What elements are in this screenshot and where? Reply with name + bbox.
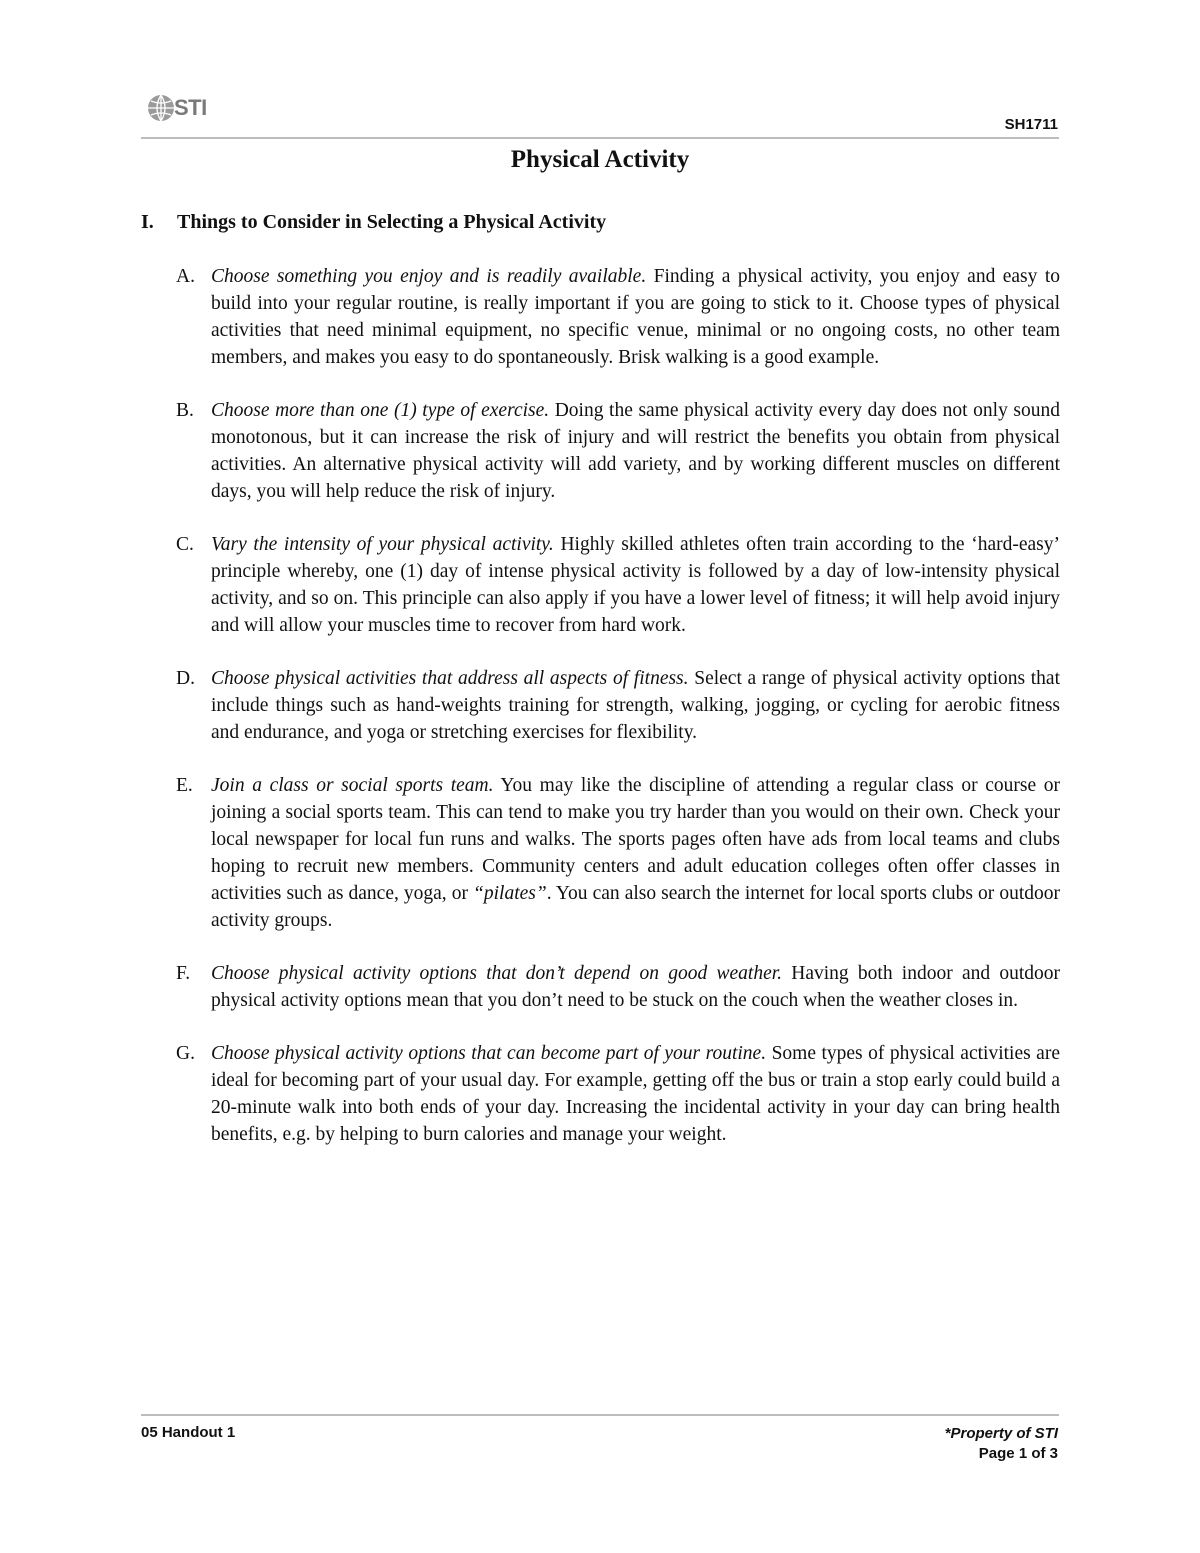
item-body — [211, 531, 1060, 639]
item-text: Finding a physical activity, you enjoy and easy to build into your regular routine, is really important if you are going to stick to it. Choose types of physical activities that need minimal equipment, no specific venue, minimal or no ongoing costs, no other team members, and makes you easy to do spontaneously. Brisk walking is a good example. — [211, 266, 1060, 368]
list-item-e — [176, 772, 1060, 934]
item-lead: Vary the intensity of your physical activity. — [211, 534, 554, 555]
item-text: Having both indoor and outdoor physical activity options mean that you don’t need to be stuck on the couch when the weather closes in. — [211, 963, 1060, 1011]
item-letter: E. — [176, 775, 193, 796]
item-text: Select a range of physical activity options that include things such as hand-weights training for strength, walking, jogging, or cycling for aerobic fitness and endurance, and yoga or stretching exercises for flexibility. — [211, 668, 1061, 743]
list-item-a — [176, 263, 1060, 371]
sti-logo — [146, 93, 207, 123]
item-lead: Choose physical activities that address all aspects of fitness. — [211, 668, 689, 689]
item-body — [211, 1040, 1060, 1148]
item-lead: Choose physical activity options that can become part of your routine. — [211, 1043, 767, 1064]
item-body — [211, 397, 1060, 505]
item-text-tail: . You can also search the internet for local sports clubs or outdoor activity groups. — [211, 883, 1060, 931]
item-list — [176, 263, 1060, 1174]
item-body — [211, 960, 1060, 1014]
item-letter: D. — [176, 668, 195, 689]
item-text: Highly skilled athletes often train according to the ‘hard-easy’ principle whereby, one (1) day of intense physical activity is followed by a day of low-intensity physical activity, and so on. This principle can also apply if you have a lower level of fitness; it will help avoid injury and will allow your muscles time to recover from hard work. — [211, 534, 1060, 636]
item-body — [211, 665, 1060, 746]
item-lead: Choose more than one (1) type of exercise. — [211, 400, 550, 421]
item-letter: B. — [176, 400, 194, 421]
section-number: I. — [141, 211, 154, 233]
item-letter: C. — [176, 534, 194, 555]
item-body — [211, 772, 1060, 934]
footer-divider — [141, 1414, 1059, 1416]
item-text: Some types of physical activities are ideal for becoming part of your usual day. For example, getting off the bus or train a stop early could build a 20-minute walk into both ends of your day. Increasing the incidental activity in your day can bring health benefits, e.g. by helping to burn calories and manage your weight. — [211, 1043, 1060, 1145]
list-item-g — [176, 1040, 1060, 1148]
list-item-c — [176, 531, 1060, 639]
item-lead: Choose something you enjoy and is readily available. — [211, 266, 647, 287]
property-notice: *Property of STI — [944, 1425, 1058, 1442]
item-letter: A. — [176, 266, 195, 287]
item-body — [211, 263, 1060, 371]
handout-label: 05 Handout 1 — [141, 1424, 236, 1441]
item-lead: Join a class or social sports team. — [211, 775, 494, 796]
section-title: Things to Consider in Selecting a Physical Activity — [177, 211, 607, 233]
item-text: Doing the same physical activity every day does not only sound monotonous, but it can increase the risk of injury and will restrict the benefits you obtain from physical activities. An alternative physical activity will add variety, and by working different muscles on different days, you will help reduce the risk of injury. — [211, 400, 1060, 502]
item-letter: F. — [176, 963, 191, 984]
list-item-d — [176, 665, 1060, 746]
list-item-f — [176, 960, 1060, 1014]
item-letter: G. — [176, 1043, 195, 1064]
logo-text: STI — [174, 95, 207, 120]
item-text: You may like the discipline of attending a regular class or course or joining a social sports team. This can tend to make you try harder than you would on their own. Check your local newspaper for local fun runs and walks. The sports pages often have ads from local teams and clubs hoping to recruit new members. Community centers and adult education colleges often offer classes in activities such as dance, yoga, or — [211, 775, 1060, 904]
page-title: Physical Activity — [510, 146, 690, 173]
footer-right — [945, 1424, 1058, 1464]
item-lead: Choose physical activity options that don’t depend on good weather. — [211, 963, 783, 984]
section-heading — [141, 211, 606, 234]
list-item-b — [176, 397, 1060, 505]
globe-icon — [146, 93, 176, 123]
header-divider — [141, 137, 1059, 139]
page-number: Page 1 of 3 — [978, 1445, 1058, 1462]
item-quoted-term: “pilates” — [473, 883, 547, 904]
document-code: SH1711 — [1004, 116, 1058, 133]
